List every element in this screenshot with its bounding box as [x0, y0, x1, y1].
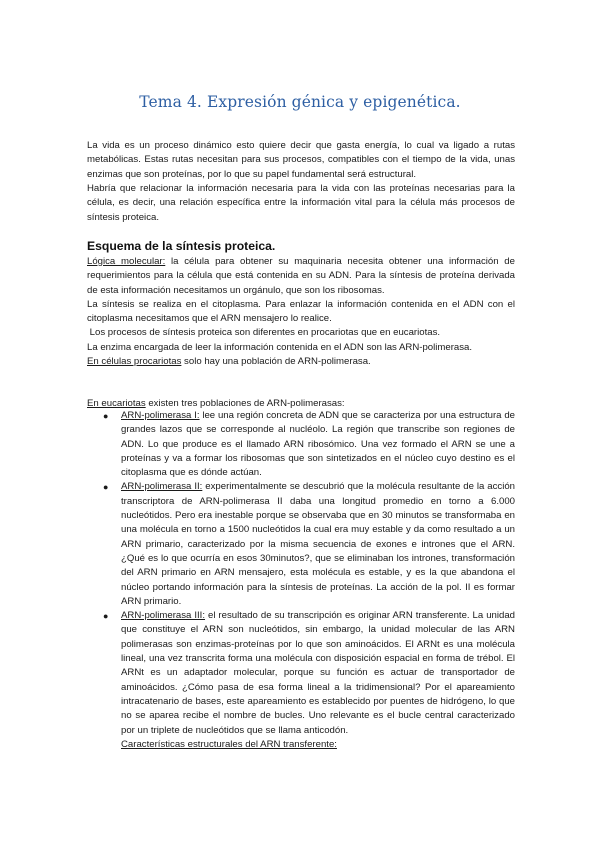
list-item — [87, 409, 515, 480]
list-item — [87, 480, 515, 609]
item-text: experimentalmente se descubrió que la molécula resultante de la acción transcriptora de ARN-polimerasa II daba una longitud promedio en torno a 6.000 nucleótidos. Pero era inestable porque se observaba que en 30 minutos se transformaba en una molécula en torno a 1500 nucleótidos la cual era muy estable y da como resultado a un ARN primario, caracterizado por la misma secuencia de exones e intrones que el ARN. ¿Qué es lo que ocurría en esos 30minutos?, que se eliminaban los intrones, transformación del ARN primario en ARN mensajero, esta molécula es estable, y es la que abandona el núcleo portando información para la síntesis de proteínas. La acción de la pol. II es formar ARN primario. — [121, 481, 515, 607]
sintesis-line: La síntesis se realiza en el citoplasma. Para enlazar la información contenida en el ADN con el citoplasma necesitamos que el ARN mensajero lo realice. — [87, 298, 515, 325]
bullet-icon: ● — [103, 411, 109, 421]
intro-paragraph-1: La vida es un proceso dinámico esto quiere decir que gasta energía, lo cual va ligado a rutas metabólicas. Estas rutas necesitan para sus procesos, compatibles con el tiempo de la vida, unas enzimas que son proteínas, por lo que su papel fundamental será estructural. — [87, 140, 515, 180]
logica-label: Lógica molecular: — [87, 256, 166, 267]
eucariotas-label: En eucariotas — [87, 398, 146, 409]
item-label: ARN-polimerasa I: — [121, 410, 200, 421]
procariotas-line — [87, 355, 515, 369]
bullet-icon: ● — [103, 611, 109, 622]
bullet-icon: ● — [103, 482, 109, 493]
procariotas-label: En células procariotas — [87, 356, 182, 368]
item-label: ARN-polimerasa III: — [121, 610, 206, 622]
eucariotas-text: existen tres poblaciones de ARN-polimerasas: — [145, 398, 345, 409]
logica-paragraph — [87, 255, 515, 298]
list-item — [87, 609, 515, 752]
procesos-line: Los procesos de síntesis proteica son diferentes en procariotas que en eucariotas. — [87, 327, 441, 339]
intro-paragraph-2: Habría que relacionar la información necesaria para la vida con las proteínas necesarias para la célula, es decir, una relación específica entre la información vital para la célula más procesos de síntesis proteica. — [87, 183, 515, 223]
procariotas-text: solo hay una población de ARN-polimerasa. — [181, 356, 371, 368]
enzima-line: La enzima encargada de leer la información contenida en el ADN son las ARN-polimerasa. — [87, 341, 473, 353]
polimerasa-list — [87, 409, 515, 752]
item-text: lee una región concreta de ADN que se caracteriza por una estructura de grandes lazos que se corresponde al nucléolo. La región que transcribe son regiones de ADN. Lo que produce es el llamado ARN ribosómico. Una vez formado el ARN se une a proteínas y va a formar los ribosomas que son sintetizados en el núcleo cuyo destino es el citoplasma que es dónde actúan. — [121, 410, 515, 479]
section-heading: Esquema de la síntesis proteica. — [87, 239, 276, 253]
section-body — [87, 255, 515, 369]
page-title: Tema 4. Expresión génica y epigenética. — [139, 93, 461, 111]
logica-text: la célula para obtener su maquinaria necesita obtener una información de requerimientos para la célula que está contenida en su ADN. Para la síntesis de proteína derivada de esta información necesitamos un orgánulo, que son los ribosomas. — [87, 256, 515, 296]
item-sublabel: Características estructurales del ARN transferente: — [121, 738, 337, 750]
item-label: ARN-polimerasa II: — [121, 481, 203, 493]
item-text: el resultado de su transcripción es originar ARN transferente. La unidad que constituye el ARN son nucleótidos, sin embargo, la unidad molecular de las ARN polimerasas son enzimas-proteínas por lo que son aminoácidos. El ARNt es una molécula lineal, una vez transcrita forma una molécula con disposición espacial en forma de trébol. El ARNt es un adaptador molecular, porque su función es actuar de transportador de aminoácidos. ¿Cómo pasa de esa forma lineal a la tridimensional? Por el apareamiento intracatenario de bases, este apareamiento es establecido por puentes de hidrógeno, lo que no se aparea recibe el nombre de bucles. Uno relevante es el bucle central caracterizado por un triplete de nucleótidos que se llama anticodón. — [121, 610, 516, 736]
